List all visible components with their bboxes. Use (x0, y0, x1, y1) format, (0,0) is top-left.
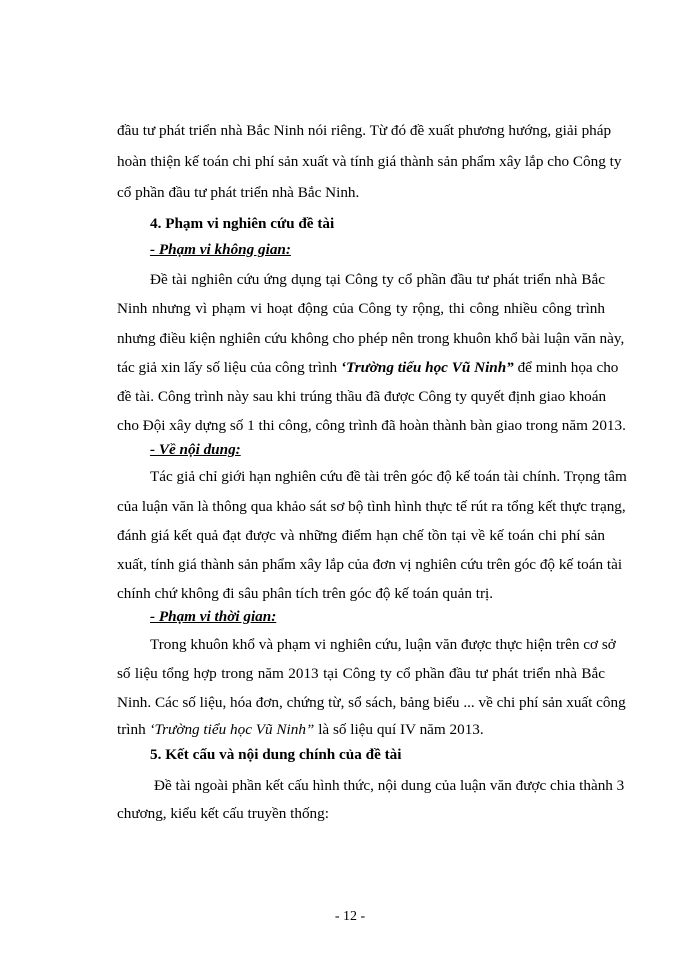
paragraph-line: đầu tư phát triển nhà Bắc Ninh nói riêng. Từ đó đề xuất phương hướng, giải pháp (117, 122, 612, 139)
project-name: ‘Trường tiểu học Vũ Ninh” (340, 359, 514, 376)
paragraph-line: Trong khuôn khổ và phạm vi nghiên cứu, luận văn được thực hiện trên cơ sở (150, 636, 616, 653)
paragraph-line: Ninh. Các số liệu, hóa đơn, chứng từ, sổ sách, bảng biểu ... về chi phí sản xuất công (117, 694, 626, 711)
paragraph-line: Tác giả chỉ giới hạn nghiên cứu đề tài trên góc độ kế toán tài chính. Trọng tâm (150, 468, 627, 485)
text-run: để minh họa cho (513, 359, 619, 376)
paragraph-line: nhưng điều kiện nghiên cứu không cho phép nên trong khuôn khổ bài luận văn này, (117, 330, 625, 347)
paragraph-line: chính chứ không đi sâu phân tích trên góc độ kế toán quản trị. (117, 585, 494, 602)
paragraph-line: hoàn thiện kế toán chi phí sản xuất và tính giá thành sản phẩm xây lắp cho Công ty (117, 153, 622, 170)
subheading-spatial-scope: - Phạm vi không gian: (150, 241, 291, 258)
subheading-content-scope: - Về nội dung: (150, 441, 241, 458)
paragraph-line: xuất, tính giá thành sản phẩm xây lắp của đơn vị nghiên cứu trên góc độ kế toán tài (117, 556, 623, 573)
paragraph-line: Ninh nhưng vì phạm vi hoạt động của Công ty rộng, thi công nhiều công trình (117, 300, 605, 317)
paragraph-line-with-project-name (117, 720, 605, 740)
paragraph-line: cổ phần đầu tư phát triển nhà Bắc Ninh. (117, 184, 360, 201)
text-run: là số liệu quí IV năm 2013. (314, 721, 484, 738)
section-heading-4: 4. Phạm vi nghiên cứu đề tài (150, 215, 335, 232)
paragraph-line: chương, kiểu kết cấu truyền thống: (117, 805, 329, 822)
paragraph-line: số liệu tổng hợp trong năm 2013 tại Công ty cổ phần đầu tư phát triển nhà Bắc (117, 665, 605, 682)
paragraph-line: Đề tài ngoài phần kết cấu hình thức, nội dung của luận văn được chia thành 3 (154, 777, 625, 794)
paragraph-line: Đề tài nghiên cứu ứng dụng tại Công ty cổ phần đầu tư phát triển nhà Bắc (150, 271, 605, 288)
page-number: - 12 - (334, 909, 366, 924)
paragraph-line: của luận văn là thông qua khảo sát sơ bộ tình hình thực tế rút ra tổng kết thực trạng, (117, 498, 626, 515)
paragraph-line: đề tài. Công trình này sau khi trúng thầu đã được Công ty quyết định giao khoán (117, 388, 607, 405)
section-heading-5: 5. Kết cấu và nội dung chính của đề tài (150, 746, 402, 763)
subheading-time-scope: - Phạm vi thời gian: (150, 608, 277, 625)
paragraph-line-with-project-name (117, 358, 619, 378)
text-run: trình (117, 721, 150, 738)
text-run: tác giả xin lấy số liệu của công trình (117, 359, 341, 376)
paragraph-line: đánh giá kết quả đạt được và những điểm hạn chế tồn tại về kế toán chi phí sản (117, 527, 605, 544)
paragraph-line: cho Đội xây dựng số 1 thi công, công trình đã hoàn thành bàn giao trong năm 2013. (117, 417, 626, 434)
project-name: ‘Trường tiểu học Vũ Ninh” (149, 721, 315, 738)
